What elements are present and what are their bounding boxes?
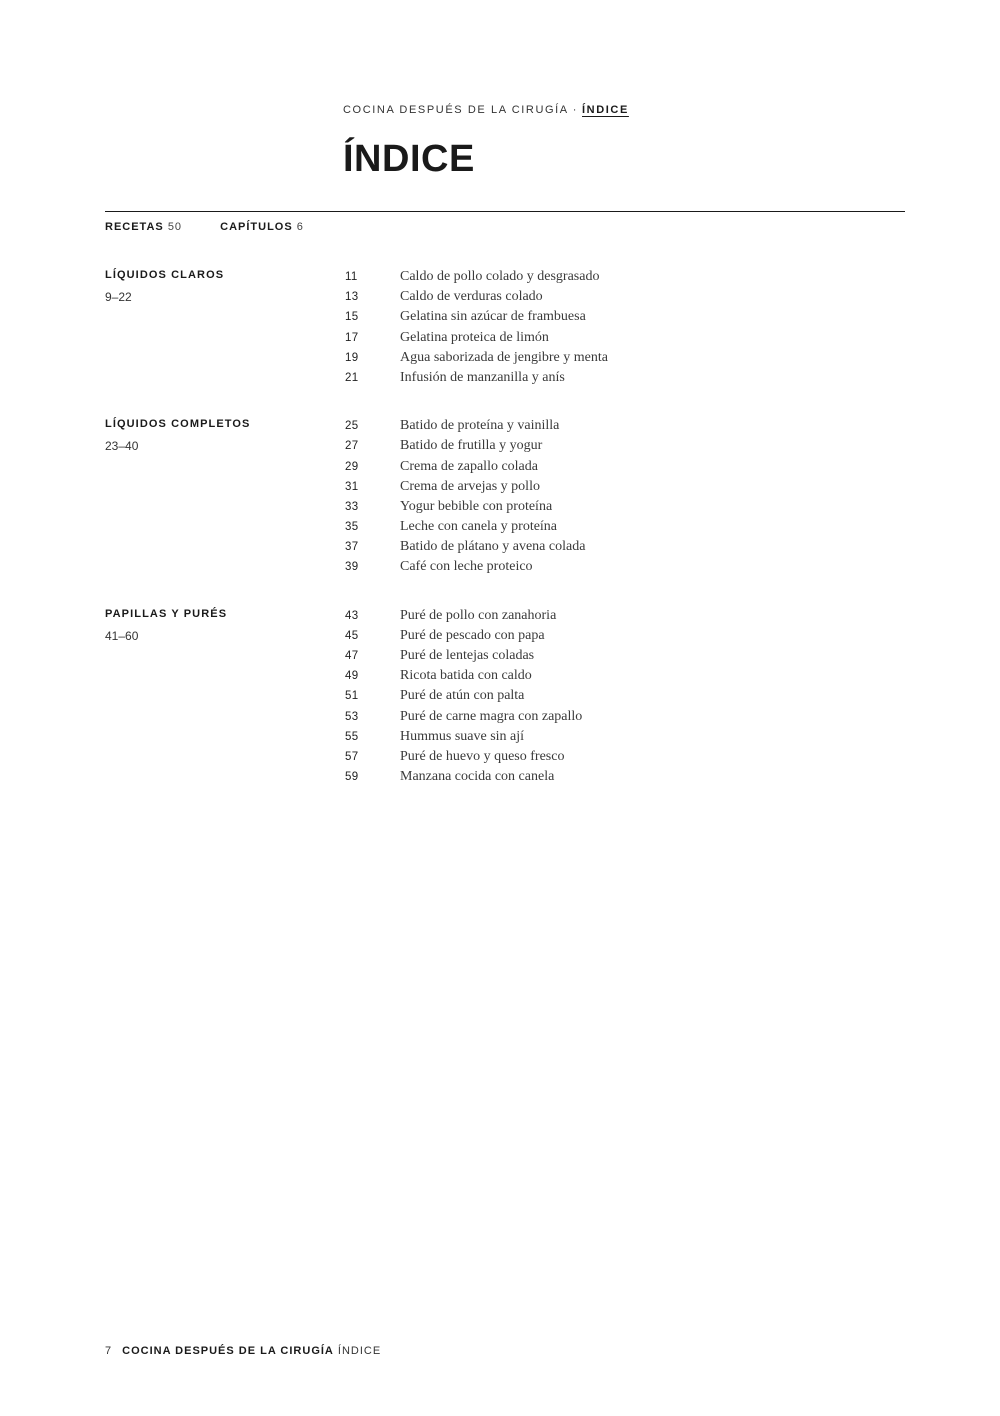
recipe-page-number: 55 — [345, 730, 359, 743]
recipe-title: Puré de lentejas coladas — [400, 648, 535, 663]
recipe-page-number: 35 — [345, 521, 359, 534]
recipe-title: Puré de pollo con zanahoria — [400, 607, 557, 623]
recipe-list — [345, 266, 905, 387]
recipe-entry[interactable] — [345, 347, 905, 367]
section-page-range: 41–60 — [105, 628, 139, 643]
page-title: ÍNDICE — [343, 138, 475, 180]
recipe-entry[interactable] — [345, 645, 905, 665]
recipe-title: Manzana cocida con canela — [400, 769, 555, 785]
recipe-page-number: 57 — [345, 750, 359, 763]
recipe-page-number: 13 — [345, 291, 359, 304]
recipe-entry[interactable] — [345, 496, 905, 516]
recipe-title: Caldo de pollo colado y desgrasado — [400, 269, 600, 284]
recipe-entry[interactable] — [345, 766, 905, 786]
recipe-page-number: 33 — [345, 500, 359, 513]
recipe-entry[interactable] — [345, 266, 905, 286]
recipe-title: Ricota batida con caldo — [400, 668, 532, 684]
recipe-title: Caldo de verduras colado — [400, 289, 543, 305]
recipe-page-number: 53 — [345, 710, 359, 723]
recipe-title: Crema de zapallo colada — [400, 458, 538, 474]
recipe-title: Café con leche proteico — [400, 559, 533, 575]
section-title: LÍQUIDOS COMPLETOS — [105, 418, 251, 431]
recipe-entry[interactable] — [345, 746, 905, 766]
index-sections — [105, 266, 905, 786]
recipe-title: Yogur bebible con proteína — [400, 498, 553, 514]
recipe-title: Batido de plátano y avena colada — [400, 539, 586, 555]
breadcrumb-book: COCINA DESPUÉS DE LA CIRUGÍA — [343, 104, 569, 116]
footer-book-title: COCINA DESPUÉS DE LA CIRUGÍA — [122, 1345, 334, 1357]
recipe-title: Batido de frutilla y yogur — [400, 438, 543, 454]
footer-section: ÍNDICE — [337, 1345, 382, 1357]
section-page-range: 9–22 — [105, 290, 132, 304]
footer-page-number: 7 — [105, 1345, 113, 1357]
stat-label: CAPÍTULOS — [220, 221, 293, 233]
stat-label: RECETAS — [105, 221, 164, 233]
recipe-list — [345, 415, 905, 577]
stat-chapters — [220, 221, 304, 233]
recipe-entry[interactable] — [345, 327, 905, 347]
recipe-entry[interactable] — [345, 516, 905, 536]
recipe-page-number: 25 — [345, 420, 359, 433]
recipe-title: Puré de pescado con papa — [400, 627, 545, 643]
recipe-entry[interactable] — [345, 556, 905, 576]
header-divider — [105, 211, 905, 212]
recipe-page-number: 27 — [345, 440, 359, 453]
recipe-page-number: 51 — [345, 690, 359, 703]
recipe-page-number: 29 — [345, 460, 359, 473]
recipe-entry[interactable] — [345, 706, 905, 726]
recipe-entry[interactable] — [345, 415, 905, 435]
section-title: LÍQUIDOS CLAROS — [105, 269, 225, 281]
recipe-entry[interactable] — [345, 665, 905, 685]
recipe-page-number: 47 — [345, 650, 359, 662]
recipe-entry[interactable] — [345, 456, 905, 476]
recipe-title: Infusión de manzanilla y anís — [400, 369, 565, 385]
recipe-entry[interactable] — [345, 306, 905, 326]
recipe-entry[interactable] — [345, 435, 905, 455]
recipe-page-number: 43 — [345, 609, 359, 622]
stat-value: 50 — [167, 221, 183, 233]
recipe-entry[interactable] — [345, 536, 905, 556]
recipe-entry[interactable] — [345, 286, 905, 306]
recipe-title: Agua saborizada de jengibre y menta — [400, 349, 608, 365]
recipe-page-number: 19 — [345, 351, 359, 364]
recipe-entry[interactable] — [345, 685, 905, 705]
stat-recipes — [105, 221, 182, 233]
page-footer — [105, 1345, 381, 1357]
recipe-title: Puré de carne magra con zapallo — [400, 708, 583, 724]
recipe-page-number: 37 — [345, 541, 359, 554]
recipe-page-number: 15 — [345, 311, 359, 324]
recipe-title: Puré de huevo y queso fresco — [400, 748, 565, 764]
recipe-page-number: 11 — [345, 271, 358, 283]
recipe-page-number: 59 — [345, 771, 359, 784]
recipe-title: Gelatina proteica de limón — [400, 329, 549, 345]
recipe-page-number: 31 — [345, 480, 359, 493]
section-title: PAPILLAS Y PURÉS — [105, 607, 228, 620]
recipe-entry[interactable] — [345, 726, 905, 746]
recipe-title: Hummus suave sin ají — [400, 728, 525, 744]
section-page-range: 23–40 — [105, 439, 139, 454]
recipe-page-number: 21 — [345, 371, 359, 384]
recipe-entry[interactable] — [345, 476, 905, 496]
recipe-list — [345, 605, 905, 787]
recipe-title: Crema de arvejas y pollo — [400, 478, 540, 494]
recipe-page-number: 17 — [345, 331, 359, 344]
recipe-page-number: 49 — [345, 670, 359, 683]
index-section — [105, 605, 905, 787]
recipe-title: Gelatina sin azúcar de frambuesa — [400, 309, 586, 325]
stat-value: 6 — [296, 221, 304, 233]
breadcrumb-separator: · — [572, 104, 579, 116]
recipe-title: Puré de atún con palta — [400, 688, 525, 704]
recipe-page-number: 39 — [345, 561, 359, 574]
recipe-title: Leche con canela y proteína — [400, 519, 558, 535]
recipe-title: Batido de proteína y vainilla — [400, 418, 560, 434]
index-section — [105, 415, 905, 577]
recipe-entry[interactable] — [345, 367, 905, 387]
index-section — [105, 266, 905, 387]
recipe-page-number: 45 — [345, 629, 359, 642]
breadcrumb-current[interactable]: ÍNDICE — [582, 104, 629, 116]
recipe-entry[interactable] — [345, 625, 905, 645]
breadcrumb — [343, 104, 629, 116]
index-stats — [105, 221, 304, 233]
recipe-entry[interactable] — [345, 605, 905, 625]
